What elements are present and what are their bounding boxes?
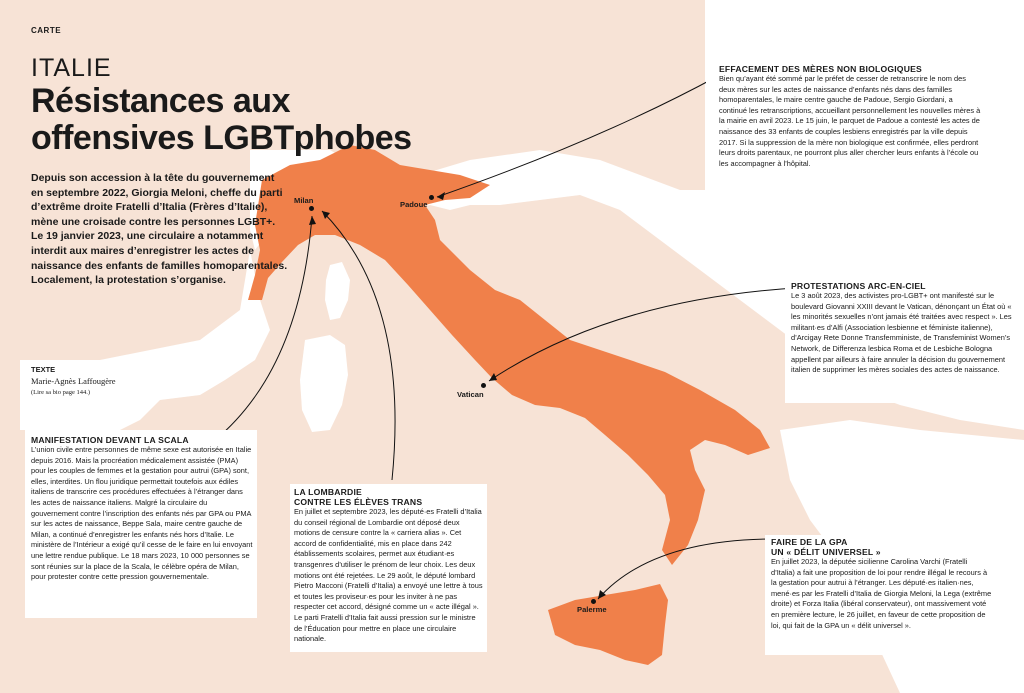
section-padoue-heading: EFFACEMENT DES MÈRES NON BIOLOGIQUES	[719, 64, 922, 74]
section-lombardie-heading-1: LA LOMBARDIE	[294, 487, 362, 497]
section-scala	[31, 435, 253, 583]
credit-label: TEXTE	[31, 365, 56, 374]
city-label-vatican: Vatican	[457, 390, 484, 399]
country: ITALIE	[31, 54, 112, 82]
section-vatican-body: Le 3 août 2023, des activistes pro-LGBT+ ont manifesté sur le boulevard Giovanni XXIII devant le Vatican, dénonçant un État où « les minorités sexuelles n’ont jamais été traitées avec respect ». Les militant·es d’Alfi (Association lesbienne et féministe italienne), d’Arcigay Rete Donne Transfemministe, de Transfeminist Women’s Network, de Differenza lesbica Roma et de Lesbiche Bologna appellent par ailleurs à faire annuler la décision du gouvernement italien de supprimer les mères sociales des actes de naissance.	[791, 291, 1012, 375]
section-lombardie	[294, 487, 484, 645]
palerme-marker	[591, 599, 596, 604]
vatican-marker	[481, 383, 486, 388]
section-padoue-body: Bien qu’ayant été sommé par le préfet de cesser de retranscrire le nom des deux mères sur les actes de naissance d’enfants nés dans des familles homoparentales, le maire centre gauche de Padoue, Sergio Giordani, a continué les retranscriptions, accueillant personnellement les nouvelles mères à la mairie en avril 2023. Le 15 juin, le parquet de Padoue a contesté les actes de naissance des 33 enfants de couples lesbiens enregistrés par la ville depuis 2017. Si la suppression de la mère non biologique est confirmée, elles perdront leurs droits parentaux, ne pourront plus aller chercher leurs enfants à l’école ou les accompagner à l’hôpital.	[719, 74, 981, 168]
section-lombardie-heading-2: CONTRE LES ÉLÈVES TRANS	[294, 497, 423, 507]
section-padoue	[719, 64, 981, 169]
section-scala-heading: MANIFESTATION DEVANT LA SCALA	[31, 435, 189, 445]
section-vatican-heading: PROTESTATIONS ARC-EN-CIEL	[791, 281, 926, 291]
page-title-line2: offensives LGBTphobes	[31, 119, 412, 157]
section-scala-body: L’union civile entre personnes de même sexe est autorisée en Italie depuis 2016. Mais la procréation médicalement assistée (PMA) pour les couples de femmes et la gestation pour autrui (GPA) sont, elles, interdites. Un flou juridique permettait toutefois aux édiles italiens de transcrire ces procédures effectuées à l’étranger dans les actes de naissance italiens. Malgré la circulaire du gouvernement contre l’inscription des enfants nés par GPA ou PMA sur les actes de naissance, Beppe Sala, maire centre gauche de Milan, a continué d’enregistrer les enfants nés hors d’Italie. Le ministère de l’Intérieur a exigé qu’il cesse de le faire en lui envoyant une lettre rendue publique. Le 18 mars 2023, 10 000 personnes se sont réunies sur la place de la Scala, le célèbre opéra de Milan, pour protester contre cette pression gouvernementale.	[31, 445, 253, 582]
section-gpa-heading-2: UN « DÉLIT UNIVERSEL »	[771, 547, 881, 557]
milan-marker	[309, 206, 314, 211]
credit-author: Marie-Agnès Laffougère	[31, 376, 116, 386]
section-gpa-body: En juillet 2023, la députée sicilienne Carolina Varchi (Fratelli d’Italia) a fait une proposition de loi pour rendre illégal le recours à la gestation pour autrui à l’étranger. Les député·es italien·nes, mené·es par les Fratelli d’Italia de Giorgia Meloni, la Lega (extrême droite) et Forza Italia (libéral conservateur), ont massivement voté en première lecture, le 26 juillet, en faveur de cette proposition de loi, qui fait de la GPA un « délit universel ».	[771, 557, 992, 630]
section-lombardie-body: En juillet et septembre 2023, les député·es Fratelli d’Italia du conseil régional de Lombardie ont déposé deux motions de censure contre la « carriera alias ». Cet accord de confidentialité, mis en place dans 242 établissements scolaires, permet aux étudiant·es transgenres d’utiliser le prénom de leur choix. Les deux motions ont été rejetées. Le 29 août, le député lombard Pietro Macconi (Fratelli d’Italia) a envoyé une lettre à tous et toutes les proviseur·es pour les inviter à ne pas respecter cet accord, désigné comme un « acte illégal ». Le parti Fratelli d’Italia fait aussi pression sur le ministre de l’Éducation pour mettre en place une circulaire nationale.	[294, 507, 483, 644]
section-vatican	[791, 281, 1017, 376]
city-label-palerme: Palerme	[577, 605, 607, 614]
city-label-padoue: Padoue	[400, 200, 428, 209]
intro-paragraph: Depuis son accession à la tête du gouvernement en septembre 2022, Giorgia Meloni, cheffe du parti d’extrême droite Fratelli d’Italia (Frères d’Italie), mène une croisade contre les personnes LGBT+. Le 19 janvier 2023, une circulaire a notamment interdit aux maires d’enregistrer les actes de naissance des enfants de familles homoparentales. Localement, la protestation s’organise.	[31, 172, 288, 287]
city-label-milan: Milan	[294, 196, 314, 205]
padoue-marker	[429, 195, 434, 200]
page-title-line1: Résistances aux	[31, 82, 290, 120]
rubric: CARTE	[31, 26, 62, 35]
credit-bio: (Lire sa bio page 144.)	[31, 389, 91, 396]
section-gpa-heading-1: FAIRE DE LA GPA	[771, 537, 848, 547]
section-gpa	[771, 537, 993, 631]
